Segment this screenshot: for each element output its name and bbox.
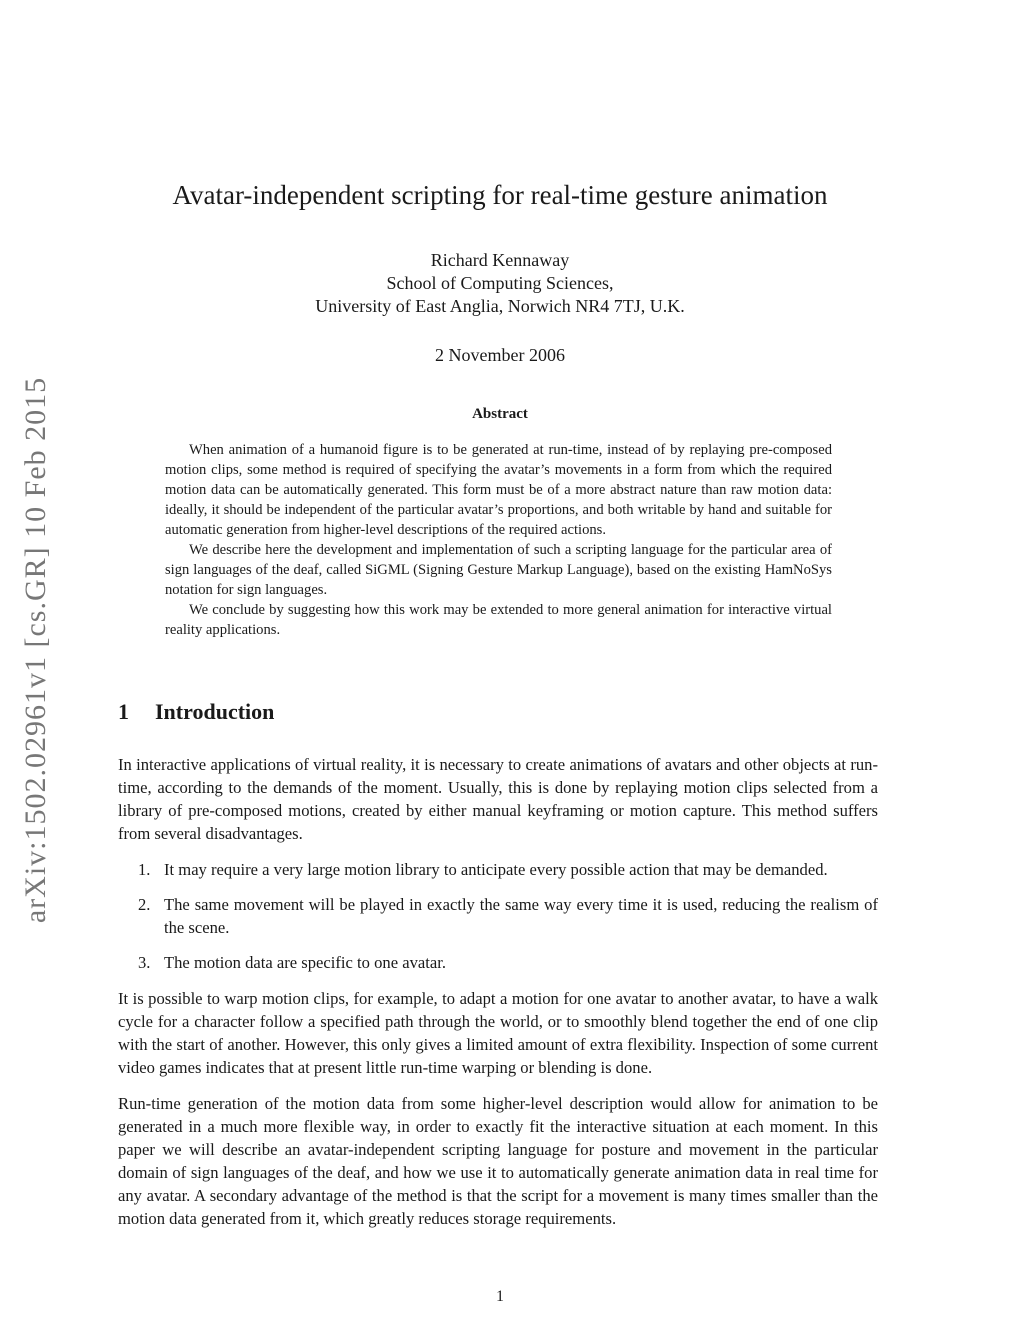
list-item-text: It may require a very large motion library to anticipate every possible action that may be demanded. [164, 860, 828, 879]
body-paragraph: It is possible to warp motion clips, for example, to adapt a motion for one avatar to another avatar, to have a walk cycle for a character follow a specified path through the world, or to smoothly blend together the end of one clip with the start of another. However, this only gives a limited amount of extra flexibility. Inspection of some current video games indicates that at present little run-time warping or blending is done. [118, 989, 878, 1077]
paper-date: 2 November 2006 [435, 345, 565, 365]
arxiv-stamp-text: arXiv:1502.02961v1 [cs.GR] 10 Feb 2015 [19, 376, 52, 924]
disadvantages-list [118, 858, 878, 974]
list-item [118, 893, 878, 939]
body-paragraph: Run-time generation of the motion data from some higher-level description would allow for animation to be generated in a much more flexible way, in order to exactly fit the interactive situation at each moment. In this paper we will describe an avatar-independent scripting language for posture and movement in the particular domain of sign languages of the deaf, and how we use it to automatically generate animation data in real time for any avatar. A secondary advantage of the method is that the script for a movement is many times smaller than the motion data generated from it, which greatly reduces storage requirements. [118, 1094, 878, 1228]
list-item-text: The same movement will be played in exactly the same way every time it is used, reducing the realism of the scene. [164, 895, 878, 937]
list-item [118, 951, 878, 974]
page-number: 1 [496, 1288, 504, 1305]
list-item-number: 3. [138, 953, 151, 972]
paper-title: Avatar-independent scripting for real-time gesture animation [172, 180, 828, 210]
list-item [118, 858, 878, 881]
list-item-text: The motion data are specific to one avatar. [164, 953, 446, 972]
author-name: Richard Kennaway [430, 250, 570, 270]
abstract-heading: Abstract [472, 406, 528, 422]
section-heading [118, 699, 274, 725]
arxiv-stamp [14, 355, 58, 945]
author-block [0, 249, 1000, 318]
abstract-body [165, 440, 832, 640]
section-number: 1 [118, 699, 129, 724]
list-item-number: 2. [138, 895, 151, 914]
abstract-paragraph: When animation of a humanoid figure is to be generated at run-time, instead of by replaying pre-composed motion clips, some method is required of specifying the avatar’s movements in a form from which the required motion data can be automatically generated. This form must be of a more abstract nature than raw motion data: ideally, it should be independent of the particular avatar’s proportions, and both writable by hand and suitable for automatic generation from higher-level descriptions of the required actions. [165, 442, 832, 538]
abstract-paragraph: We describe here the development and implementation of such a scripting language for the particular area of sign languages of the deaf, called SiGML (Signing Gesture Markup Language), based on the existing HamNoSys notation for sign languages. [165, 542, 832, 598]
abstract-paragraph: We conclude by suggesting how this work may be extended to more general animation for interactive virtual reality applications. [165, 602, 832, 638]
section-title: Introduction [155, 699, 275, 724]
intro-paragraph: In interactive applications of virtual reality, it is necessary to create animations of avatars and other objects at run-time, according to the demands of the moment. Usually, this is done by replaying motion clips selected from a library of pre-composed motions, created by either manual keyframing or motion capture. This method suffers from several disadvantages. [118, 755, 878, 843]
affiliation-line-1: School of Computing Sciences, [386, 273, 614, 293]
list-item-number: 1. [138, 860, 151, 879]
body-text [118, 753, 878, 1243]
affiliation-line-2: University of East Anglia, Norwich NR4 7TJ, U.K. [315, 296, 685, 316]
